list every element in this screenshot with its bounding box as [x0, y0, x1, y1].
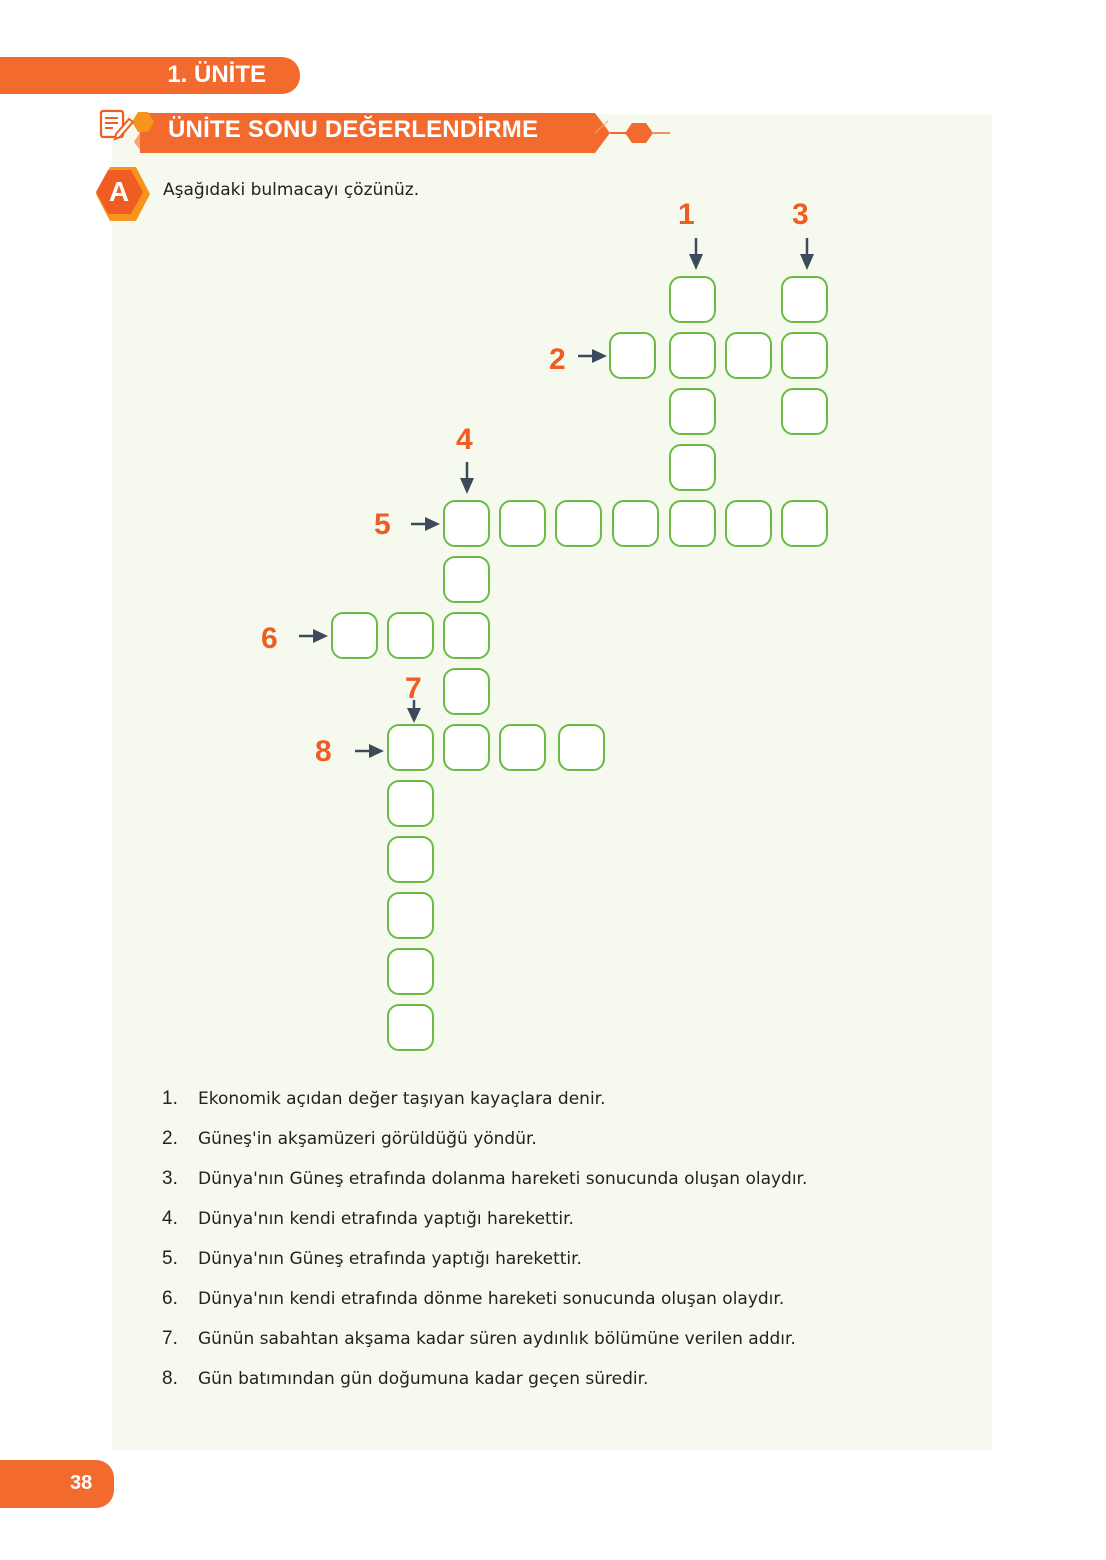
clue-number-8: 8 — [315, 735, 332, 768]
clue-number-7: 7 — [405, 672, 422, 705]
crossword-cell[interactable] — [669, 444, 716, 491]
page-number-tab — [0, 1460, 114, 1508]
clue-text: Günün sabahtan akşama kadar süren aydınlık bölümüne verilen addır. — [198, 1329, 796, 1349]
arrow-down-icon — [404, 700, 424, 724]
clue-item — [162, 1368, 807, 1408]
crossword-cell[interactable] — [387, 836, 434, 883]
crossword-cell[interactable] — [499, 500, 546, 547]
arrow-down-icon — [686, 238, 706, 272]
crossword-cell[interactable] — [781, 276, 828, 323]
clue-index: 1. — [162, 1088, 178, 1109]
clue-item — [162, 1168, 807, 1208]
clue-number-2: 2 — [549, 343, 566, 376]
clue-item — [162, 1128, 807, 1168]
clue-index: 4. — [162, 1208, 178, 1229]
crossword-cell[interactable] — [443, 612, 490, 659]
crossword-cell[interactable] — [781, 388, 828, 435]
arrow-right-icon — [355, 741, 385, 761]
clue-item — [162, 1248, 807, 1288]
activity-badge — [93, 164, 153, 224]
crossword-cell[interactable] — [387, 612, 434, 659]
crossword-cell[interactable] — [443, 668, 490, 715]
crossword-cell[interactable] — [443, 500, 490, 547]
crossword-cell[interactable] — [669, 388, 716, 435]
clue-number-1: 1 — [678, 198, 695, 231]
clue-number-4: 4 — [456, 423, 473, 456]
arrow-right-icon — [411, 514, 441, 534]
crossword-cell[interactable] — [331, 612, 378, 659]
crossword-cell[interactable] — [781, 332, 828, 379]
arrow-right-icon — [578, 346, 608, 366]
arrow-down-icon — [457, 462, 477, 496]
clue-index: 6. — [162, 1288, 178, 1309]
worksheet-icon — [98, 104, 158, 150]
clue-item — [162, 1208, 807, 1248]
section-title: ÜNİTE SONU DEĞERLENDİRME — [168, 116, 539, 143]
crossword-cell[interactable] — [387, 1004, 434, 1051]
clue-text: Dünya'nın Güneş etrafında dolanma hareketi sonucunda oluşan olaydır. — [198, 1169, 808, 1189]
crossword-cell[interactable] — [443, 724, 490, 771]
clue-text: Ekonomik açıdan değer taşıyan kayaçlara denir. — [198, 1089, 606, 1109]
instruction-text: Aşağıdaki bulmacayı çözünüz. — [163, 180, 420, 200]
crossword-cell[interactable] — [781, 500, 828, 547]
crossword-cell[interactable] — [555, 500, 602, 547]
crossword-cell[interactable] — [669, 332, 716, 379]
clue-number-5: 5 — [374, 508, 391, 541]
clue-text: Dünya'nın kendi etrafında yaptığı harekettir. — [198, 1209, 574, 1229]
crossword-cell[interactable] — [387, 780, 434, 827]
clue-list — [162, 1088, 807, 1408]
clue-item — [162, 1088, 807, 1128]
clue-item — [162, 1328, 807, 1368]
clue-text: Dünya'nın Güneş etrafında yaptığı harekettir. — [198, 1249, 582, 1269]
crossword-cell[interactable] — [499, 724, 546, 771]
clue-item — [162, 1288, 807, 1328]
clue-index: 8. — [162, 1368, 178, 1389]
crossword-cell[interactable] — [612, 500, 659, 547]
clue-text: Gün batımından gün doğumuna kadar geçen süredir. — [198, 1369, 649, 1389]
clue-index: 2. — [162, 1128, 178, 1149]
arrow-down-icon — [797, 238, 817, 272]
arrow-right-icon — [299, 626, 329, 646]
crossword-cell[interactable] — [558, 724, 605, 771]
crossword-cell[interactable] — [669, 500, 716, 547]
clue-text: Güneş'in akşamüzeri görüldüğü yöndür. — [198, 1129, 537, 1149]
page-number: 38 — [70, 1472, 93, 1494]
clue-number-6: 6 — [261, 622, 278, 655]
clue-index: 7. — [162, 1328, 178, 1349]
crossword-cell[interactable] — [669, 276, 716, 323]
crossword-cell[interactable] — [725, 500, 772, 547]
crossword-cell[interactable] — [387, 724, 434, 771]
crossword-cell[interactable] — [387, 948, 434, 995]
clue-text: Dünya'nın kendi etrafında dönme hareketi sonucunda oluşan olaydır. — [198, 1289, 785, 1309]
unit-label: 1. ÜNİTE — [167, 61, 266, 88]
clue-number-3: 3 — [792, 198, 809, 231]
crossword-cell[interactable] — [609, 332, 656, 379]
activity-letter: A — [108, 176, 130, 207]
crossword-cell[interactable] — [725, 332, 772, 379]
clue-index: 5. — [162, 1248, 178, 1269]
clue-index: 3. — [162, 1168, 178, 1189]
crossword-cell[interactable] — [443, 556, 490, 603]
crossword-cell[interactable] — [387, 892, 434, 939]
unit-tab — [0, 57, 300, 94]
